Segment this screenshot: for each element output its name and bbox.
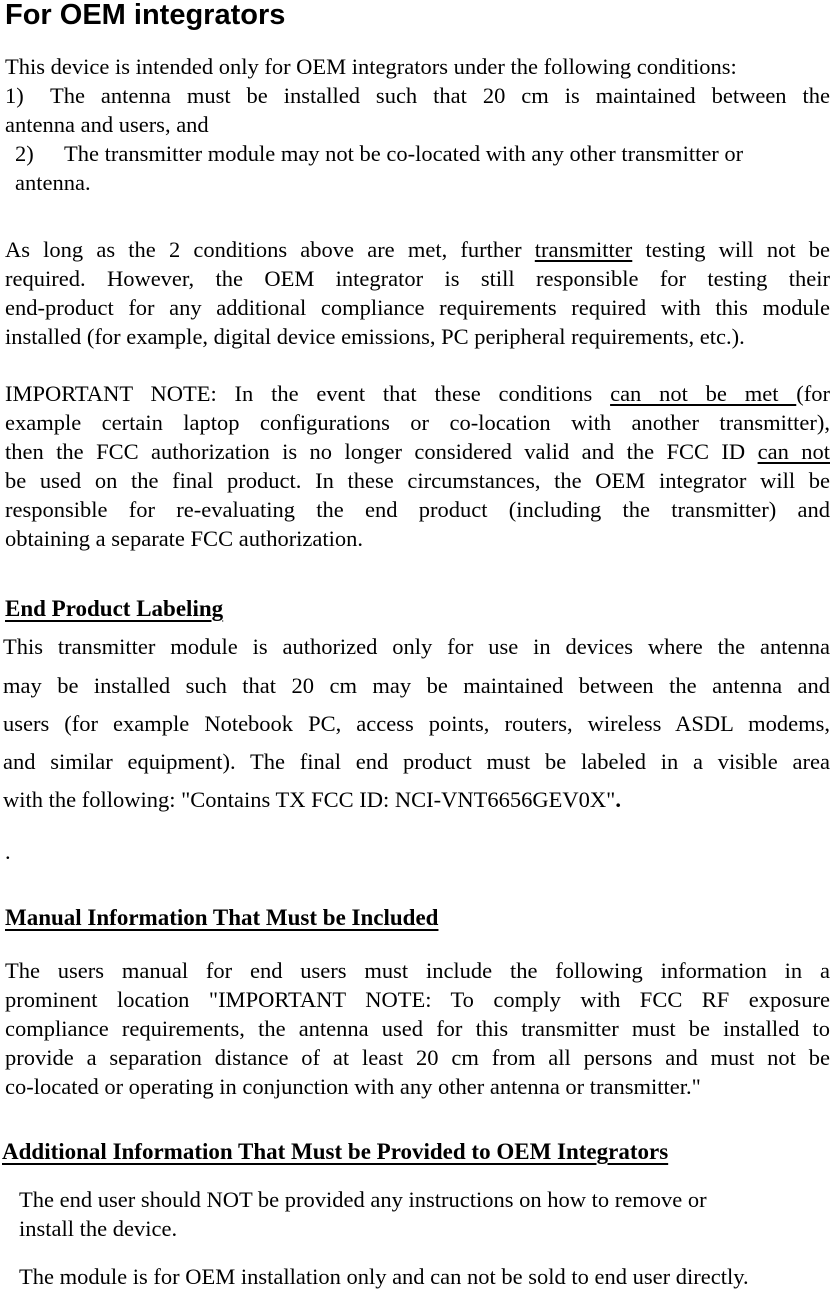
condition-2-line-2: antenna. — [15, 170, 91, 195]
labeling-line-5: with the following: "Contains TX FCC ID: NCI-VNT6656GEV0X". — [3, 787, 621, 812]
manual-information-heading: Manual Information That Must be Included — [5, 905, 439, 930]
labeling-line-3: users (for example Notebook PC, access points, routers, wireless ASDL modems, — [3, 711, 830, 736]
conditions-paragraph-line-1: As long as the 2 conditions above are met, further transmitter testing will not be — [5, 237, 830, 262]
manual-line-4: provide a separation distance of at least 20 cm from all persons and must not be — [5, 1045, 830, 1070]
additional-information-heading: Additional Information That Must be Provided to OEM Integrators — [2, 1139, 669, 1164]
transmitter-underlined: transmitter — [534, 237, 633, 262]
labeling-line-2: may be installed such that 20 cm may be maintained between the antenna and — [3, 673, 830, 698]
stray-period: . — [5, 839, 11, 864]
condition-2-line-1: The transmitter module may not be co-located with any other transmitter or — [64, 141, 744, 166]
labeling-line-1: This transmitter module is authorized only for use in devices where the antenna — [3, 634, 830, 659]
manual-line-5: co-located or operating in conjunction with any other antenna or transmitter." — [5, 1074, 701, 1099]
condition-2-number: 2) — [15, 141, 34, 166]
important-note-line-6: obtaining a separate FCC authorization. — [5, 526, 364, 551]
additional-paragraph-1-line-2: install the device. — [19, 1216, 178, 1241]
important-note-line-4: be used on the final product. In these circumstances, the OEM integrator will be — [5, 468, 830, 493]
condition-1-line-2: antenna and users, and — [5, 112, 209, 137]
additional-paragraph-1-line-1: The end user should NOT be provided any instructions on how to remove or — [19, 1187, 707, 1212]
end-product-labeling-heading: End Product Labeling — [5, 596, 224, 621]
can-not-underlined: can not — [757, 439, 830, 464]
condition-1-line-1: The antenna must be installed such that 20 cm is maintained between the — [50, 83, 830, 108]
conditions-paragraph-line-3: end-product for any additional compliance requirements required with this module — [5, 295, 830, 320]
important-note-line-3: then the FCC authorization is no longer considered valid and the FCC ID can not — [5, 439, 830, 464]
intro-text: This device is intended only for OEM integrators under the following conditions: — [5, 54, 737, 79]
important-note-line-1: IMPORTANT NOTE: In the event that these conditions can not be met (for — [5, 381, 830, 406]
condition-1-number: 1) — [5, 83, 24, 108]
labeling-line-4: and similar equipment). The final end product must be labeled in a visible area — [3, 749, 830, 774]
manual-line-1: The users manual for end users must include the following information in a — [5, 958, 830, 983]
manual-line-3: compliance requirements, the antenna used for this transmitter must be installed to — [5, 1016, 830, 1041]
important-note-line-2: example certain laptop configurations or co-location with another transmitter), — [5, 410, 830, 435]
additional-paragraph-2: The module is for OEM installation only and can not be sold to end user directly. — [19, 1264, 749, 1289]
can-not-be-met-underlined: can not be met — [610, 381, 797, 406]
conditions-paragraph-line-4: installed (for example, digital device emissions, PC peripheral requirements, etc.). — [5, 324, 745, 349]
important-note-line-5: responsible for re-evaluating the end product (including the transmitter) and — [5, 497, 830, 522]
manual-line-2: prominent location "IMPORTANT NOTE: To comply with FCC RF exposure — [5, 987, 830, 1012]
conditions-paragraph-line-2: required. However, the OEM integrator is still responsible for testing their — [5, 266, 830, 291]
page-title: For OEM integrators — [5, 0, 286, 31]
